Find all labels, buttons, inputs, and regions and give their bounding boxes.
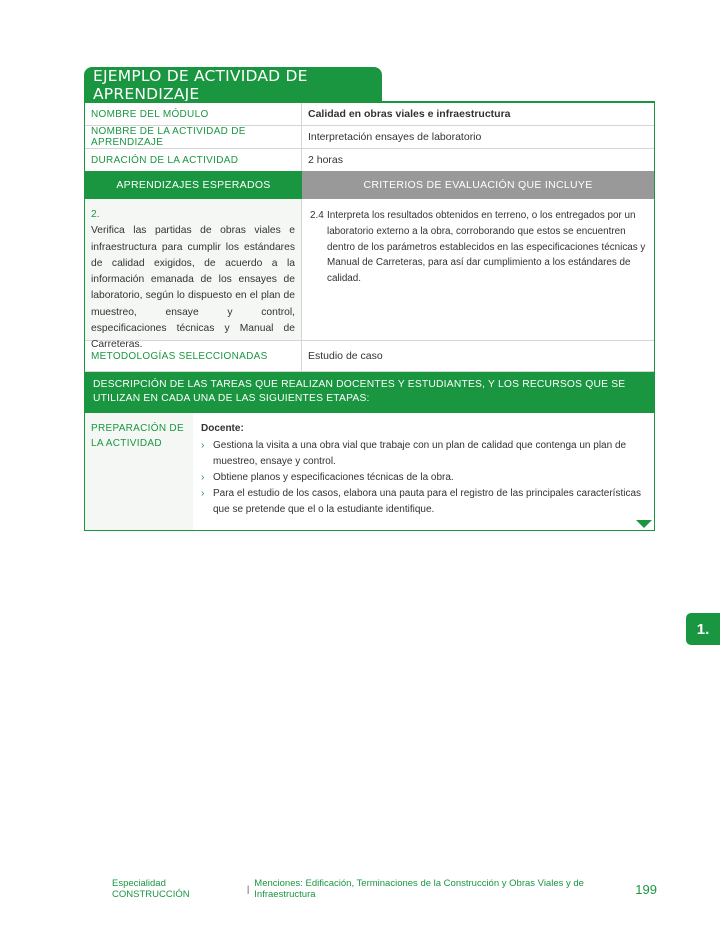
task-text: Gestiona la visita a una obra vial que trabaje con un plan de calidad que contenga un plan de muestreo, ensaye y control.	[213, 440, 627, 467]
description-header: DESCRIPCIÓN DE LAS TAREAS QUE REALIZAN DOCENTES Y ESTUDIANTES, Y LOS RECURSOS QUE SE UTILIZAN EN CADA UNA DE LAS SIGUIENTES ETAPAS:	[85, 372, 654, 413]
learning-outcomes-header: APRENDIZAJES ESPERADOS	[85, 171, 302, 199]
list-item	[201, 438, 648, 470]
activity-name-label: NOMBRE DE LA ACTIVIDAD DE APRENDIZAJE	[85, 126, 302, 148]
learning-outcome-number: 2.	[91, 209, 100, 220]
bullet-chevron-icon: ›	[201, 488, 205, 499]
continue-triangle-icon	[636, 520, 652, 528]
footer-mentions: Menciones: Edificación, Terminaciones de la Construcción y Obras Viales y de Infraestructura	[254, 878, 584, 900]
preparation-label: PREPARACIÓN DE LA ACTIVIDAD	[85, 413, 193, 530]
preparation-row	[85, 413, 654, 530]
methodology-row	[85, 341, 654, 372]
footer-separator: |	[246, 883, 250, 895]
evaluation-criteria-header: CRITERIOS DE EVALUACIÓN QUE INCLUYE	[302, 171, 654, 199]
activity-title: EJEMPLO DE ACTIVIDAD DE APRENDIZAJE	[93, 66, 308, 103]
bullet-chevron-icon: ›	[201, 440, 205, 451]
page-number: 199	[635, 881, 657, 897]
activity-card	[84, 101, 655, 531]
module-name-row	[85, 103, 654, 126]
criterion-text: Interpreta los resultados obtenidos en terreno, o los entregados por un laboratorio externo a la obra, corroborando que estos se encuentren dentro de los parámetros establecidos en las especificaciones técnicas y Manual de Carreteras, para así dar cumplimiento a los estándares de calidad.	[327, 210, 646, 285]
learning-outcome	[85, 199, 302, 351]
list-item	[201, 470, 648, 486]
activity-name-row	[85, 126, 654, 149]
chapter-number: 1.	[696, 620, 710, 638]
duration-value: 2 horas	[308, 154, 344, 166]
activity-title-tab	[84, 67, 382, 102]
columns-header	[85, 171, 654, 199]
module-name-value: Calidad en obras viales e infraestructura	[308, 108, 511, 120]
task-text: Obtiene planos y especificaciones técnicas de la obra.	[213, 472, 454, 483]
criterion-code: 2.4	[310, 210, 324, 221]
duration-row	[85, 149, 654, 171]
footer-specialty: Especialidad CONSTRUCCIÓN	[112, 878, 190, 900]
preparation-content	[193, 413, 654, 530]
list-item	[201, 486, 648, 518]
learning-outcome-text: Verifica las partidas de obras viales e infraestructura para cumplir los estándares de calidad exigidos, de acuerdo a la información emanada de los ensayes de laboratorio, según lo dispuesto en el plan de muestreo, ensaye y control, especificaciones técnicas y Manual de Carreteras.	[91, 225, 295, 351]
methodology-label: METODOLOGÍAS SELECCIONADAS	[85, 341, 302, 371]
methodology-value: Estudio de caso	[308, 350, 383, 362]
task-text: Para el estudio de los casos, elabora una pauta para el registro de las principales características que se pretende que el o la estudiante identifique.	[213, 488, 642, 515]
page-footer	[112, 878, 657, 900]
task-list	[201, 438, 648, 518]
module-name-label: NOMBRE DEL MÓDULO	[85, 103, 302, 125]
bullet-chevron-icon: ›	[201, 472, 205, 483]
activity-name-value: Interpretación ensayes de laboratorio	[308, 131, 482, 143]
duration-label: DURACIÓN DE LA ACTIVIDAD	[85, 149, 302, 171]
chapter-side-tab	[686, 613, 720, 645]
role-label: Docente:	[201, 423, 244, 434]
evaluation-criterion	[302, 199, 654, 340]
learning-row	[85, 199, 654, 351]
